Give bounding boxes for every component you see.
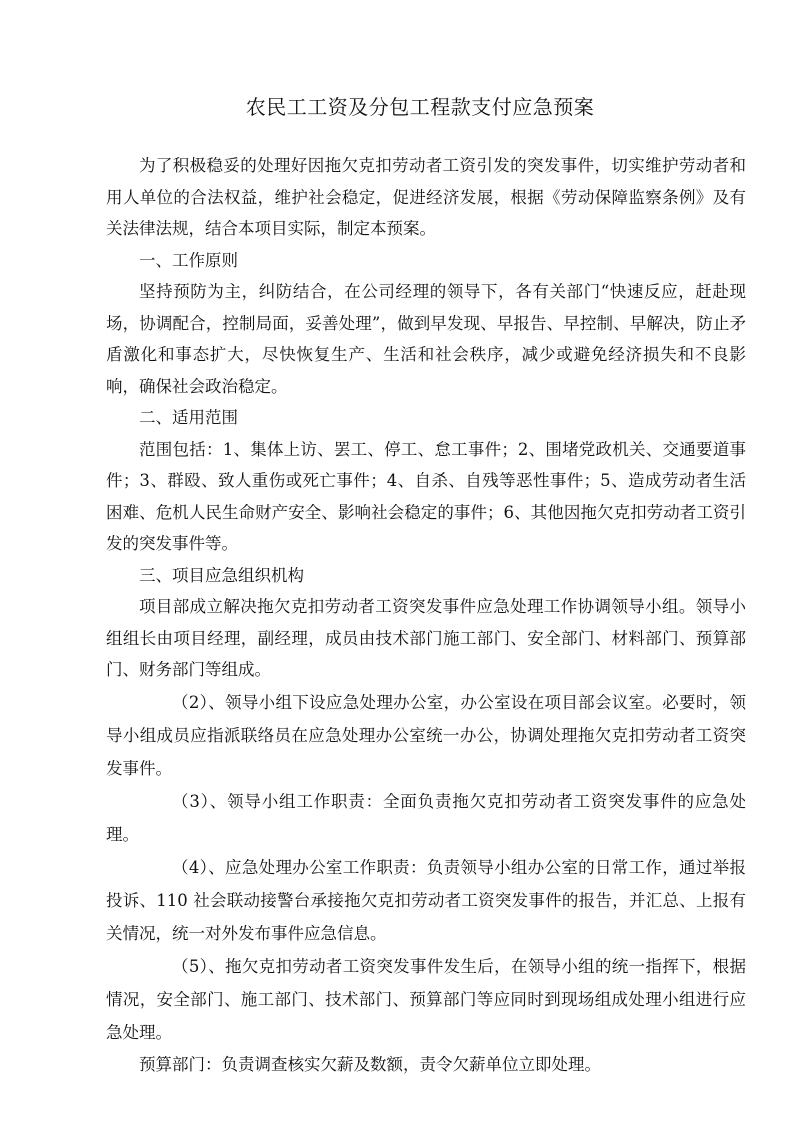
- document-body: [106, 150, 746, 1080]
- sub-item-4: （4）、应急处理办公室工作职责：负责领导小组办公室的日常工作，通过举报投诉、110 社会联动接警台承接拖欠克扣劳动者工资突发事件的报告，并汇总、上报有关情况，统一对外发布事件应急信息。: [106, 857, 746, 943]
- closing-paragraph: 预算部门：负责调查核实欠薪及数额，责令欠薪单位立即处理。: [139, 1054, 601, 1074]
- sub-item-3: （3）、领导小组工作职责：全面负责拖欠克扣劳动者工资突发事件的应急处理。: [106, 791, 746, 844]
- sub-item-5: （5）、拖欠克扣劳动者工资突发事件发生后，在领导小组的统一指挥下，根据情况，安全部门、施工部门、技术部门、预算部门等应同时到现场组成处理小组进行应急处理。: [106, 956, 746, 1042]
- scope-paragraph: 范围包括：1、集体上访、罢工、停工、怠工事件；2、围堵党政机关、交通要道事件；3、群殴、致人重伤或死亡事件；4、自杀、自残等恶性事件；5、造成劳动者生活困难、危机人民生命财产安全、影响社会稳定的事件；6、其他因拖欠克扣劳动者工资引发的突发事件等。: [106, 439, 746, 553]
- section-heading-organization: 三、项目应急组织机构: [139, 565, 304, 585]
- organization-paragraph: 项目部成立解决拖欠克扣劳动者工资突发事件应急处理工作协调领导小组。领导小组组长由项目经理，副经理，成员由技术部门施工部门、安全部门、材料部门、预算部门、财务部门等组成。: [106, 597, 746, 679]
- principles-paragraph: 坚持预防为主，纠防结合，在公司经理的领导下，各有关部门“快速反应，赶赴现场，协调配合，控制局面，妥善处理”，做到早发现、早报告、早控制、早解决，防止矛盾激化和事态扩大，尽快恢复生产、生活和社会秩序，减少或避免经济损失和不良影响，确保社会政治稳定。: [106, 282, 746, 396]
- page-title: 农民工工资及分包工程款支付应急预案: [245, 95, 595, 119]
- sub-item-2: （2）、领导小组下设应急处理办公室，办公室设在项目部会议室。必要时，领导小组成员应指派联络员在应急处理办公室统一办公，协调处理拖欠克扣劳动者工资突发事件。: [106, 692, 746, 778]
- section-heading-scope: 二、适用范围: [139, 408, 238, 427]
- section-heading-principles: 一、工作原则: [139, 250, 238, 270]
- intro-paragraph: 为了积极稳妥的处理好因拖欠克扣劳动者工资引发的突发事件，切实维护劳动者和用人单位的合法权益，维护社会稳定，促进经济发展，根据《劳动保障监察条例》及有关法律法规，结合本项目实际，制定本预案。: [106, 156, 746, 238]
